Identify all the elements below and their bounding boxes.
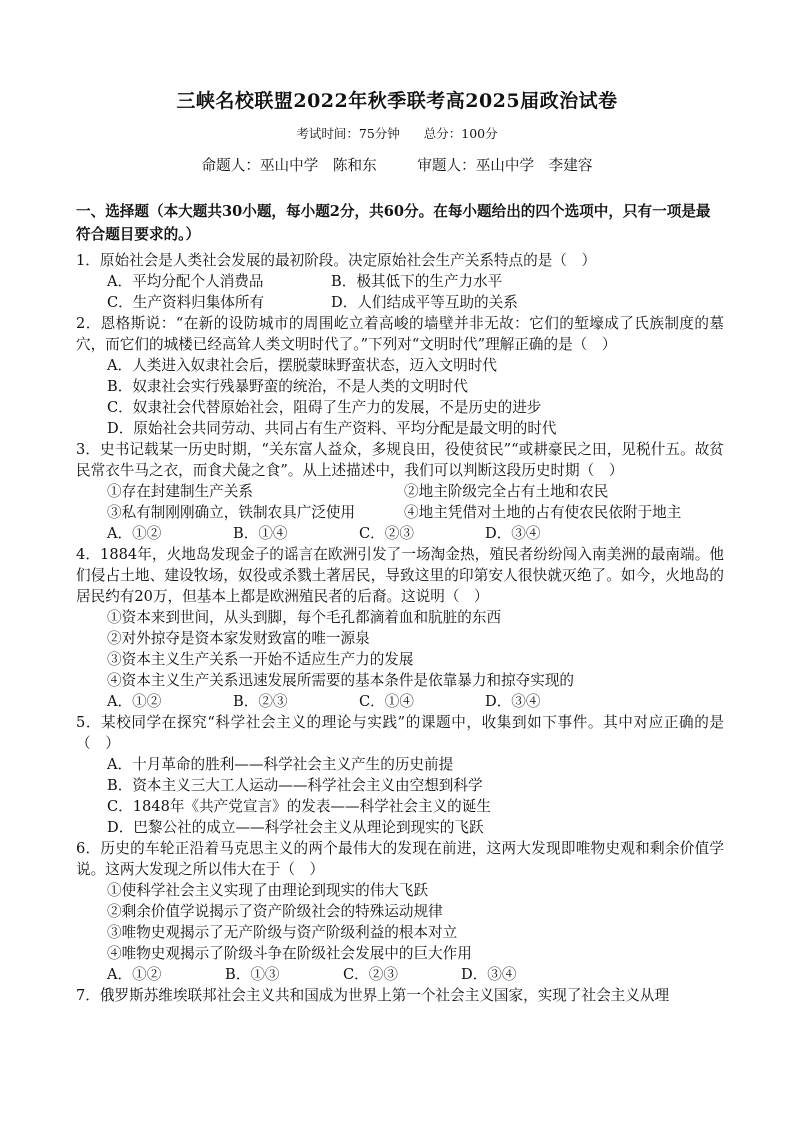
statement-3: ③唯物史观揭示了无产阶级与资产阶级利益的根本对立: [107, 924, 458, 941]
question-reviewer: 审题人：巫山中学 李建容: [417, 157, 593, 174]
exam-title: 三峡名校联盟2022年秋季联考高2025届政治试卷: [176, 90, 618, 112]
question-stem: 3．史书记载某一历史时期，“关东富人益众，多规良田，役使贫民”“或耕豪民之田，见税什五。故贫民常衣牛马之衣，而食犬彘之食”。从上述描述中，我们可以判断这段历史时期（ ）: [76, 441, 724, 479]
option-d: D．③④: [461, 966, 517, 983]
statement-1: ①使科学社会主义实现了由理论到现实的伟大飞跃: [107, 882, 429, 899]
question-4: [76, 544, 724, 712]
option-c: C．奴隶社会代替原始社会，阻碍了生产力的发展，不是历史的进步: [107, 399, 542, 416]
option-b: B．极其低下的生产力水平: [331, 273, 503, 290]
question-2: [76, 313, 724, 439]
option-row: [76, 271, 724, 292]
question-5: [76, 712, 724, 838]
option-b: B．①④: [233, 525, 288, 542]
option-a: A．十月革命的胜利——科学社会主义产生的历史前提: [107, 756, 454, 773]
question-author: 命题人：巫山中学 陈和东: [201, 157, 377, 174]
statement-1: ①资本来到世间，从头到脚，每个毛孔都滴着血和肮脏的东西: [107, 609, 502, 626]
statement-row: [76, 502, 724, 523]
question-stem: 5．某校同学在探究“科学社会主义的理论与实践”的课题中，收集到如下事件。其中对应正确的是（ ）: [76, 714, 724, 752]
option-c: C．②③: [359, 525, 414, 542]
option-row: [76, 523, 724, 544]
option-d: D．巴黎公社的成立——科学社会主义从理论到现实的飞跃: [107, 819, 484, 836]
section-heading: 一、选择题（本大题共30小题，每小题2分，共60分。在每小题给出的四个选项中，只有一项是最符合题目要求的。）: [76, 203, 711, 243]
option-c: C．①④: [359, 693, 414, 710]
exam-time: 考试时间：75分钟: [296, 126, 400, 141]
exam-content: [76, 200, 724, 1006]
statement-4: ④唯物史观揭示了阶级斗争在阶级社会发展中的巨大作用: [107, 945, 472, 962]
option-d: D．人们结成平等互助的关系: [331, 294, 518, 311]
statement-3: ③资本主义生产关系一开始不适应生产力的发展: [107, 651, 414, 668]
option-d: D．③④: [485, 525, 541, 542]
option-a: A．人类进入奴隶社会后，摆脱蒙昧野蛮状态，迈入文明时代: [107, 357, 497, 374]
statement-2: ②地主阶级完全占有土地和农民: [404, 483, 609, 500]
option-a: A．①②: [107, 966, 162, 983]
question-stem: 1．原始社会是人类社会发展的最初阶段。决定原始社会生产关系特点的是（ ）: [76, 252, 597, 269]
option-b: B．奴隶社会实行残暴野蛮的统治，不是人类的文明时代: [107, 378, 468, 395]
question-stem: 2．恩格斯说：“在新的设防城市的周围屹立着高峻的墙壁并非无故：它们的堑壕成了氏族制度的墓穴，而它们的城楼已经高耸人类文明时代了。”下列对“文明时代”理解正确的是（ ）: [76, 315, 724, 353]
question-6: [76, 838, 724, 985]
option-d: D．原始社会共同劳动、共同占有生产资料、平均分配是最文明的时代: [107, 420, 557, 437]
question-stem: 6．历史的车轮正沿着马克思主义的两个最伟大的发现在前进，这两大发现即唯物史观和剩余价值学说。这两大发现之所以伟大在于（ ）: [76, 840, 724, 878]
option-b: B．资本主义三大工人运动——科学社会主义由空想到科学: [107, 777, 483, 794]
statement-4: ④地主凭借对土地的占有使农民依附于地主: [404, 504, 682, 521]
exam-info: [0, 124, 794, 142]
exam-score: 总分：100分: [423, 126, 498, 141]
statement-2: ②对外掠夺是资本家发财致富的唯一源泉: [107, 630, 370, 647]
statement-4: ④资本主义生产关系迅速发展所需要的基本条件是依靠暴力和掠夺实现的: [107, 672, 575, 689]
option-c: C．生产资料归集体所有: [107, 294, 265, 311]
option-b: B．②③: [233, 693, 288, 710]
statement-row: [76, 481, 724, 502]
exam-authors: [0, 154, 794, 175]
question-7: [76, 985, 724, 1006]
statement-3: ③私有制刚刚确立，铁制农具广泛使用: [107, 504, 356, 521]
question-stem: 7．俄罗斯苏维埃联邦社会主义共和国成为世界上第一个社会主义国家，实现了社会主义从理: [76, 987, 670, 1004]
option-c: C．②③: [343, 966, 398, 983]
option-a: A．平均分配个人消费品: [107, 273, 264, 290]
question-3: [76, 439, 724, 544]
question-1: [76, 250, 724, 313]
option-row: [76, 964, 724, 985]
question-stem: 4．1884年，火地岛发现金子的谣言在欧洲引发了一场淘金热，殖民者纷纷闯入南美洲的最南端。他们侵占土地、建设牧场，奴役或杀戮土著居民，导致这里的印第安人很快就灭绝了。如今，火地岛的居民约有20万，但基本上都是欧洲殖民者的后裔。这说明（ ）: [76, 546, 724, 605]
option-row: [76, 292, 724, 313]
option-d: D．③④: [485, 693, 541, 710]
statement-2: ②剩余价值学说揭示了资产阶级社会的特殊运动规律: [107, 903, 443, 920]
option-a: A．①②: [107, 525, 162, 542]
option-c: C．1848年《共产党宣言》的发表——科学社会主义的诞生: [107, 798, 491, 815]
option-row: [76, 691, 724, 712]
option-b: B．①③: [225, 966, 280, 983]
option-a: A．①②: [107, 693, 162, 710]
statement-1: ①存在封建制生产关系: [107, 483, 253, 500]
